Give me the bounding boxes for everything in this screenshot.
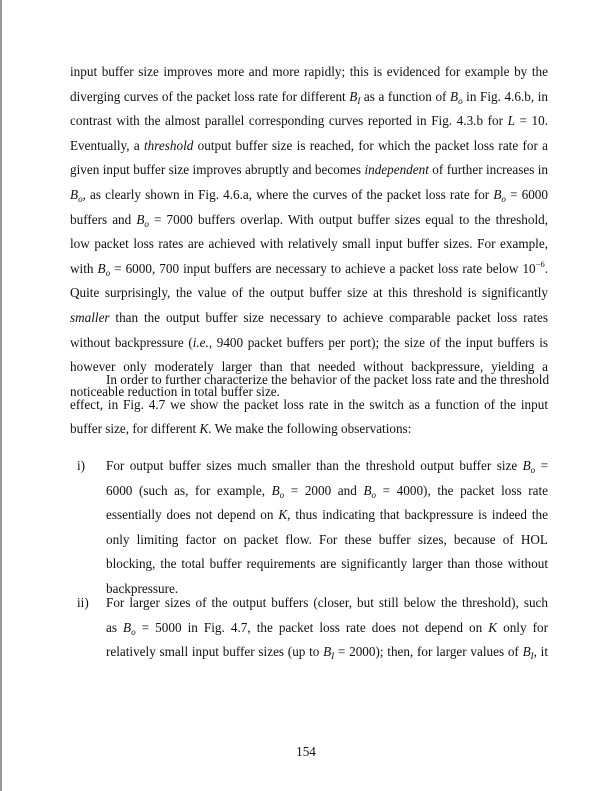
- italic-text: threshold: [144, 137, 194, 153]
- subscript: o: [501, 194, 506, 204]
- text-run: , it: [533, 644, 548, 660]
- text-run: only for: [497, 619, 548, 635]
- text-line: [106, 555, 548, 573]
- text-line: [70, 161, 548, 179]
- text-run: only limiting factor on packet flow. For these buffer sizes, because of HOL: [106, 531, 548, 547]
- subscript: o: [78, 194, 83, 204]
- subscript: I: [357, 95, 361, 106]
- text-line: [106, 594, 548, 612]
- italic-text: B: [97, 260, 106, 276]
- text-run: . We make the following observations:: [208, 421, 412, 437]
- subscript: I: [331, 651, 335, 662]
- text-run: = 6000, 700 input buffers are necessary to achieve a packet loss rate below 10: [110, 260, 536, 276]
- text-run: , 9400 packet buffers per port); the size of the input buffers is: [208, 334, 548, 350]
- subscript: o: [131, 626, 136, 637]
- text-run: , as clearly shown in Fig. 4.6.a, where the curves of the packet loss rate for: [82, 187, 494, 202]
- list-marker: ii): [77, 595, 89, 610]
- page-number: 154: [296, 744, 316, 759]
- text-line: [70, 137, 548, 155]
- text-line: [70, 309, 548, 327]
- text-run: blocking, the total buffer requirements are significantly larger than those without: [106, 556, 548, 572]
- text-run: however only moderately larger than that needed without backpressure, yielding a: [70, 359, 548, 375]
- italic-text: B: [136, 211, 145, 227]
- text-run: .: [544, 260, 548, 276]
- italic-text: independent: [364, 162, 429, 178]
- text-run: without backpressure (: [70, 334, 193, 350]
- text-run: buffers and: [70, 211, 137, 227]
- subscript: o: [144, 218, 149, 229]
- italic-text: K: [488, 619, 498, 635]
- text-line: [70, 112, 548, 130]
- text-run: =: [535, 458, 549, 473]
- text-run: as: [106, 619, 124, 635]
- italic-text: B: [493, 187, 502, 202]
- italic-text: B: [522, 458, 531, 473]
- text-line: [70, 63, 548, 81]
- text-run: Quite surprisingly, the value of the output buffer size at this threshold is significantly: [70, 285, 548, 301]
- subscript: o: [530, 465, 536, 475]
- italic-text: K: [278, 507, 288, 523]
- text-run: For output buffer sizes much smaller than the threshold output buffer size: [106, 458, 523, 473]
- text-line: [70, 88, 548, 106]
- text-line: [70, 260, 548, 278]
- superscript: −6: [535, 258, 545, 269]
- italic-text: B: [323, 644, 332, 660]
- text-line: [106, 371, 548, 389]
- text-run: = 10.: [514, 113, 549, 129]
- text-run: than the output buffer size necessary to achieve comparable packet loss rates: [109, 310, 548, 325]
- text-line: [70, 420, 548, 438]
- text-run: relatively small input buffer sizes (up to: [106, 644, 324, 660]
- text-run: of further increases in: [428, 162, 549, 178]
- text-run: = 2000 and: [284, 482, 364, 498]
- text-run: For larger sizes of the output buffers (closer, but still below the threshold), such: [106, 595, 548, 610]
- text-run: , thus indicating that backpressure is indeed the: [287, 507, 548, 523]
- text-line: [70, 186, 548, 204]
- text-line: [70, 396, 548, 414]
- italic-text: B: [450, 88, 459, 104]
- subscript: o: [279, 489, 285, 500]
- italic-text: B: [70, 187, 79, 202]
- subscript: o: [371, 489, 377, 500]
- italic-text: B: [123, 619, 132, 635]
- text-run: = 2000); then, for larger values of: [334, 644, 523, 660]
- list-marker: i): [77, 458, 86, 473]
- italic-text: smaller: [70, 310, 110, 325]
- text-run: given input buffer size improves abruptly and becomes: [70, 162, 365, 178]
- text-run: = 4000), the packet loss rate: [376, 482, 548, 498]
- italic-text: B: [271, 482, 280, 498]
- italic-text: L: [507, 113, 515, 129]
- text-line: [106, 482, 548, 500]
- text-run: Eventually, a: [70, 137, 144, 153]
- subscript: o: [458, 95, 463, 106]
- text-line: [106, 506, 548, 524]
- subscript: o: [105, 267, 111, 278]
- text-run: as a function of: [360, 88, 451, 104]
- text-run: in Fig. 4.6.b, in: [462, 88, 548, 104]
- italic-text: B: [363, 482, 372, 498]
- text-run: backpressure.: [106, 581, 179, 596]
- italic-text: B: [349, 88, 358, 104]
- text-run: = 7000 buffers overlap. With output buffer sizes equal to the threshold,: [148, 211, 548, 227]
- italic-text: K: [199, 421, 209, 437]
- scan-edge: [0, 0, 2, 791]
- text-run: noticeable reduction in total buffer size.: [70, 383, 280, 399]
- text-run: low packet loss rates are achieved with relatively small input buffer sizes. For example,: [70, 236, 548, 252]
- text-line: [70, 235, 548, 253]
- text-run: In order to further characterize the behavior of the packet loss rate and the threshold: [106, 372, 550, 387]
- text-line: [106, 531, 548, 549]
- text-run: = 5000 in Fig. 4.7, the packet loss rate does not depend on: [135, 619, 489, 635]
- text-run: 6000 (such as, for example,: [106, 482, 272, 498]
- text-line: [70, 334, 548, 352]
- text-run: effect, in Fig. 4.7 we show the packet loss rate in the switch as a function of the input: [70, 396, 548, 412]
- text-run: diverging curves of the packet loss rate for different: [70, 88, 350, 104]
- text-run: essentially does not depend on: [106, 507, 279, 523]
- text-run: contrast with the almost parallel corresponding curves reported in Fig. 4.3.b for: [70, 113, 508, 129]
- italic-text: B: [522, 644, 531, 660]
- text-run: with: [70, 260, 98, 276]
- text-run: input buffer size improves more and more rapidly; this is evidenced for example by the: [70, 64, 548, 79]
- italic-text: i.e.: [192, 334, 209, 350]
- text-line: [70, 284, 548, 302]
- subscript: I: [530, 651, 534, 662]
- text-line: [106, 457, 548, 475]
- text-line: [106, 643, 548, 661]
- text-line: [106, 619, 548, 637]
- text-run: buffer size, for different: [70, 421, 200, 437]
- text-run: output buffer size is reached, for which the packet loss rate for a: [193, 137, 548, 153]
- text-run: = 6000: [505, 187, 548, 202]
- text-line: [70, 211, 548, 229]
